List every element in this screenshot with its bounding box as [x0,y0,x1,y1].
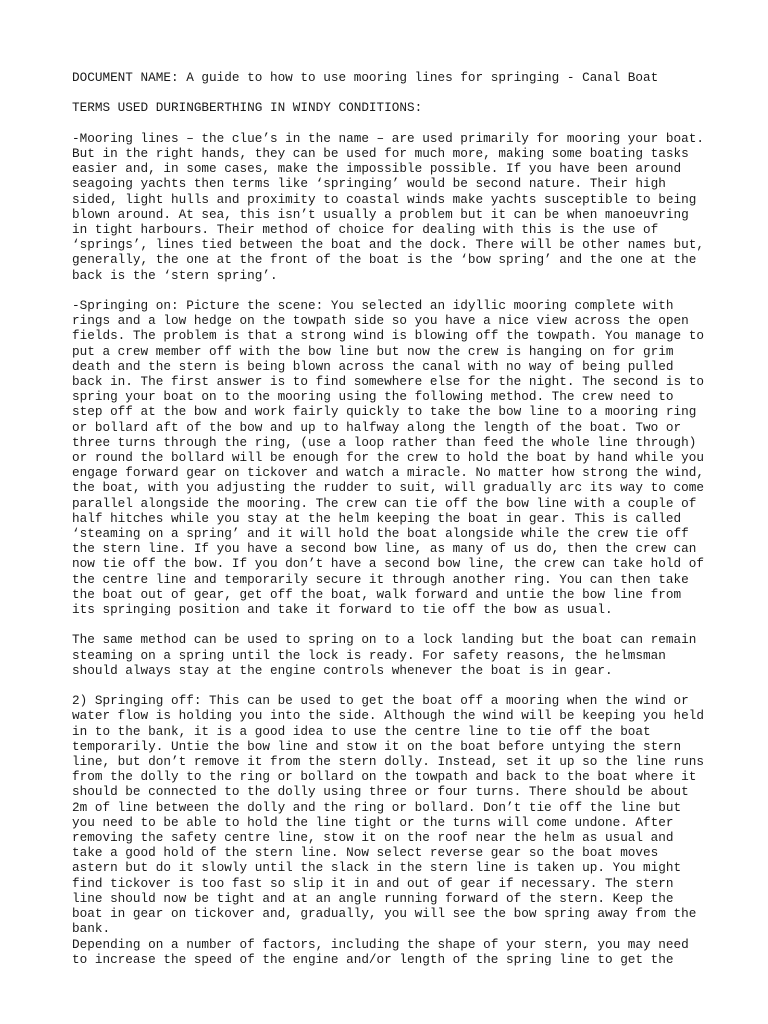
document-title: DOCUMENT NAME: A guide to how to use mooring lines for springing - Canal Boat [72,70,659,85]
paragraph-depending-factors: Depending on a number of factors, including the shape of your stern, you may need to increase the speed of the engine and/or length of the spring line to get the [72,936,689,967]
paragraph-springing-off: 2) Springing off: This can be used to get the boat off a mooring when the wind or water flow is holding you into the side. Although the wind will be keeping you held in to the bank, it is a good idea to use the centre line to tie off the boat temporarily. Untie the bow line and stow it on the boat before untying the stern line, but don’t remove it from the stern dolly. Instead, set it up so the line runs from the dolly to the ring or bollard on the towpath and back to the boat where it should be connected to the dolly using three or four turns. There should be about 2m of line between the dolly and the ring or bollard. Don’t tie off the line but you need to be able to hold the line tight or the turns will come undone. After removing the safety centre line, stow it on the roof near the helm as usual and take a good hold of the stern line. Now select reverse gear so the boat moves astern but do it slowly until the slack in the stern line is taken up. You might find tickover is too fast so slip it in and out of gear if necessary. The stern line should now be tight and at an angle running forward of the stern. Keep the boat in gear on tickover and, gradually, you will see the bow spring away from the bank. [72,693,704,937]
paragraph-lock-landing: The same method can be used to spring on to a lock landing but the boat can remain steaming on a spring until the lock is ready. For safety reasons, the helmsman should always stay at the engine controls whenever the boat is in gear. [72,632,697,678]
paragraph-springing-on: -Springing on: Picture the scene: You selected an idyllic mooring complete with rings and a low hedge on the towpath side so you have a nice view across the open fields. The problem is that a strong wind is blowing off the towpath. You manage to put a crew member off with the bow line but now the crew is hanging on for grim death and the stern is being blown across the canal with no way of being pulled back in. The first answer is to find somewhere else for the night. The second is to spring your boat on to the mooring using the following method. The crew need to step off at the bow and work fairly quickly to take the bow line to a mooring ring or bollard aft of the bow and up to halfway along the length of the boat. Two or three turns through the ring, (use a loop rather than feed the whole line through) or round the bollard will be enough for the crew to hold the boat by hand while you engage forward gear on tickover and watch a miracle. No matter how strong the wind, the boat, with you adjusting the rudder to suit, will gradually arc its way to come parallel alongside the mooring. The crew can tie off the bow line with a couple of half hitches while you stay at the helm keeping the boat in gear. This is called ‘steaming on a spring’ and it will hold the boat alongside while the crew tie off the stern line. If you have a second bow line, as many of us do, then the crew can now tie off the bow. If you don’t have a second bow line, the crew can take hold of the centre line and temporarily secure it through another ring. You can then take the boat out of gear, get off the boat, walk forward and untie the bow line from its springing position and take it forward to tie off the bow as usual. [72,298,704,618]
paragraph-mooring-lines: -Mooring lines – the clue’s in the name – are used primarily for mooring your boat. But in the right hands, they can be used for much more, making some boating tasks easier and, in some cases, make the impossible possible. If you have been around seagoing yachts then terms like ‘springing’ would be second nature. Their high sided, light hulls and proximity to coastal winds make yachts susceptible to being blown around. At sea, this isn’t usually a problem but it can be when manoeuvring in tight harbours. Their method of choice for dealing with this is the use of ‘springs’, lines tied between the boat and the dock. There will be other names but, generally, the one at the front of the boat is the ‘bow spring’ and the one at the back is the ‘stern spring’. [72,130,704,283]
terms-heading: TERMS USED DURINGBERTHING IN WINDY CONDITIONS: [72,100,423,116]
document-page [72,70,712,982]
